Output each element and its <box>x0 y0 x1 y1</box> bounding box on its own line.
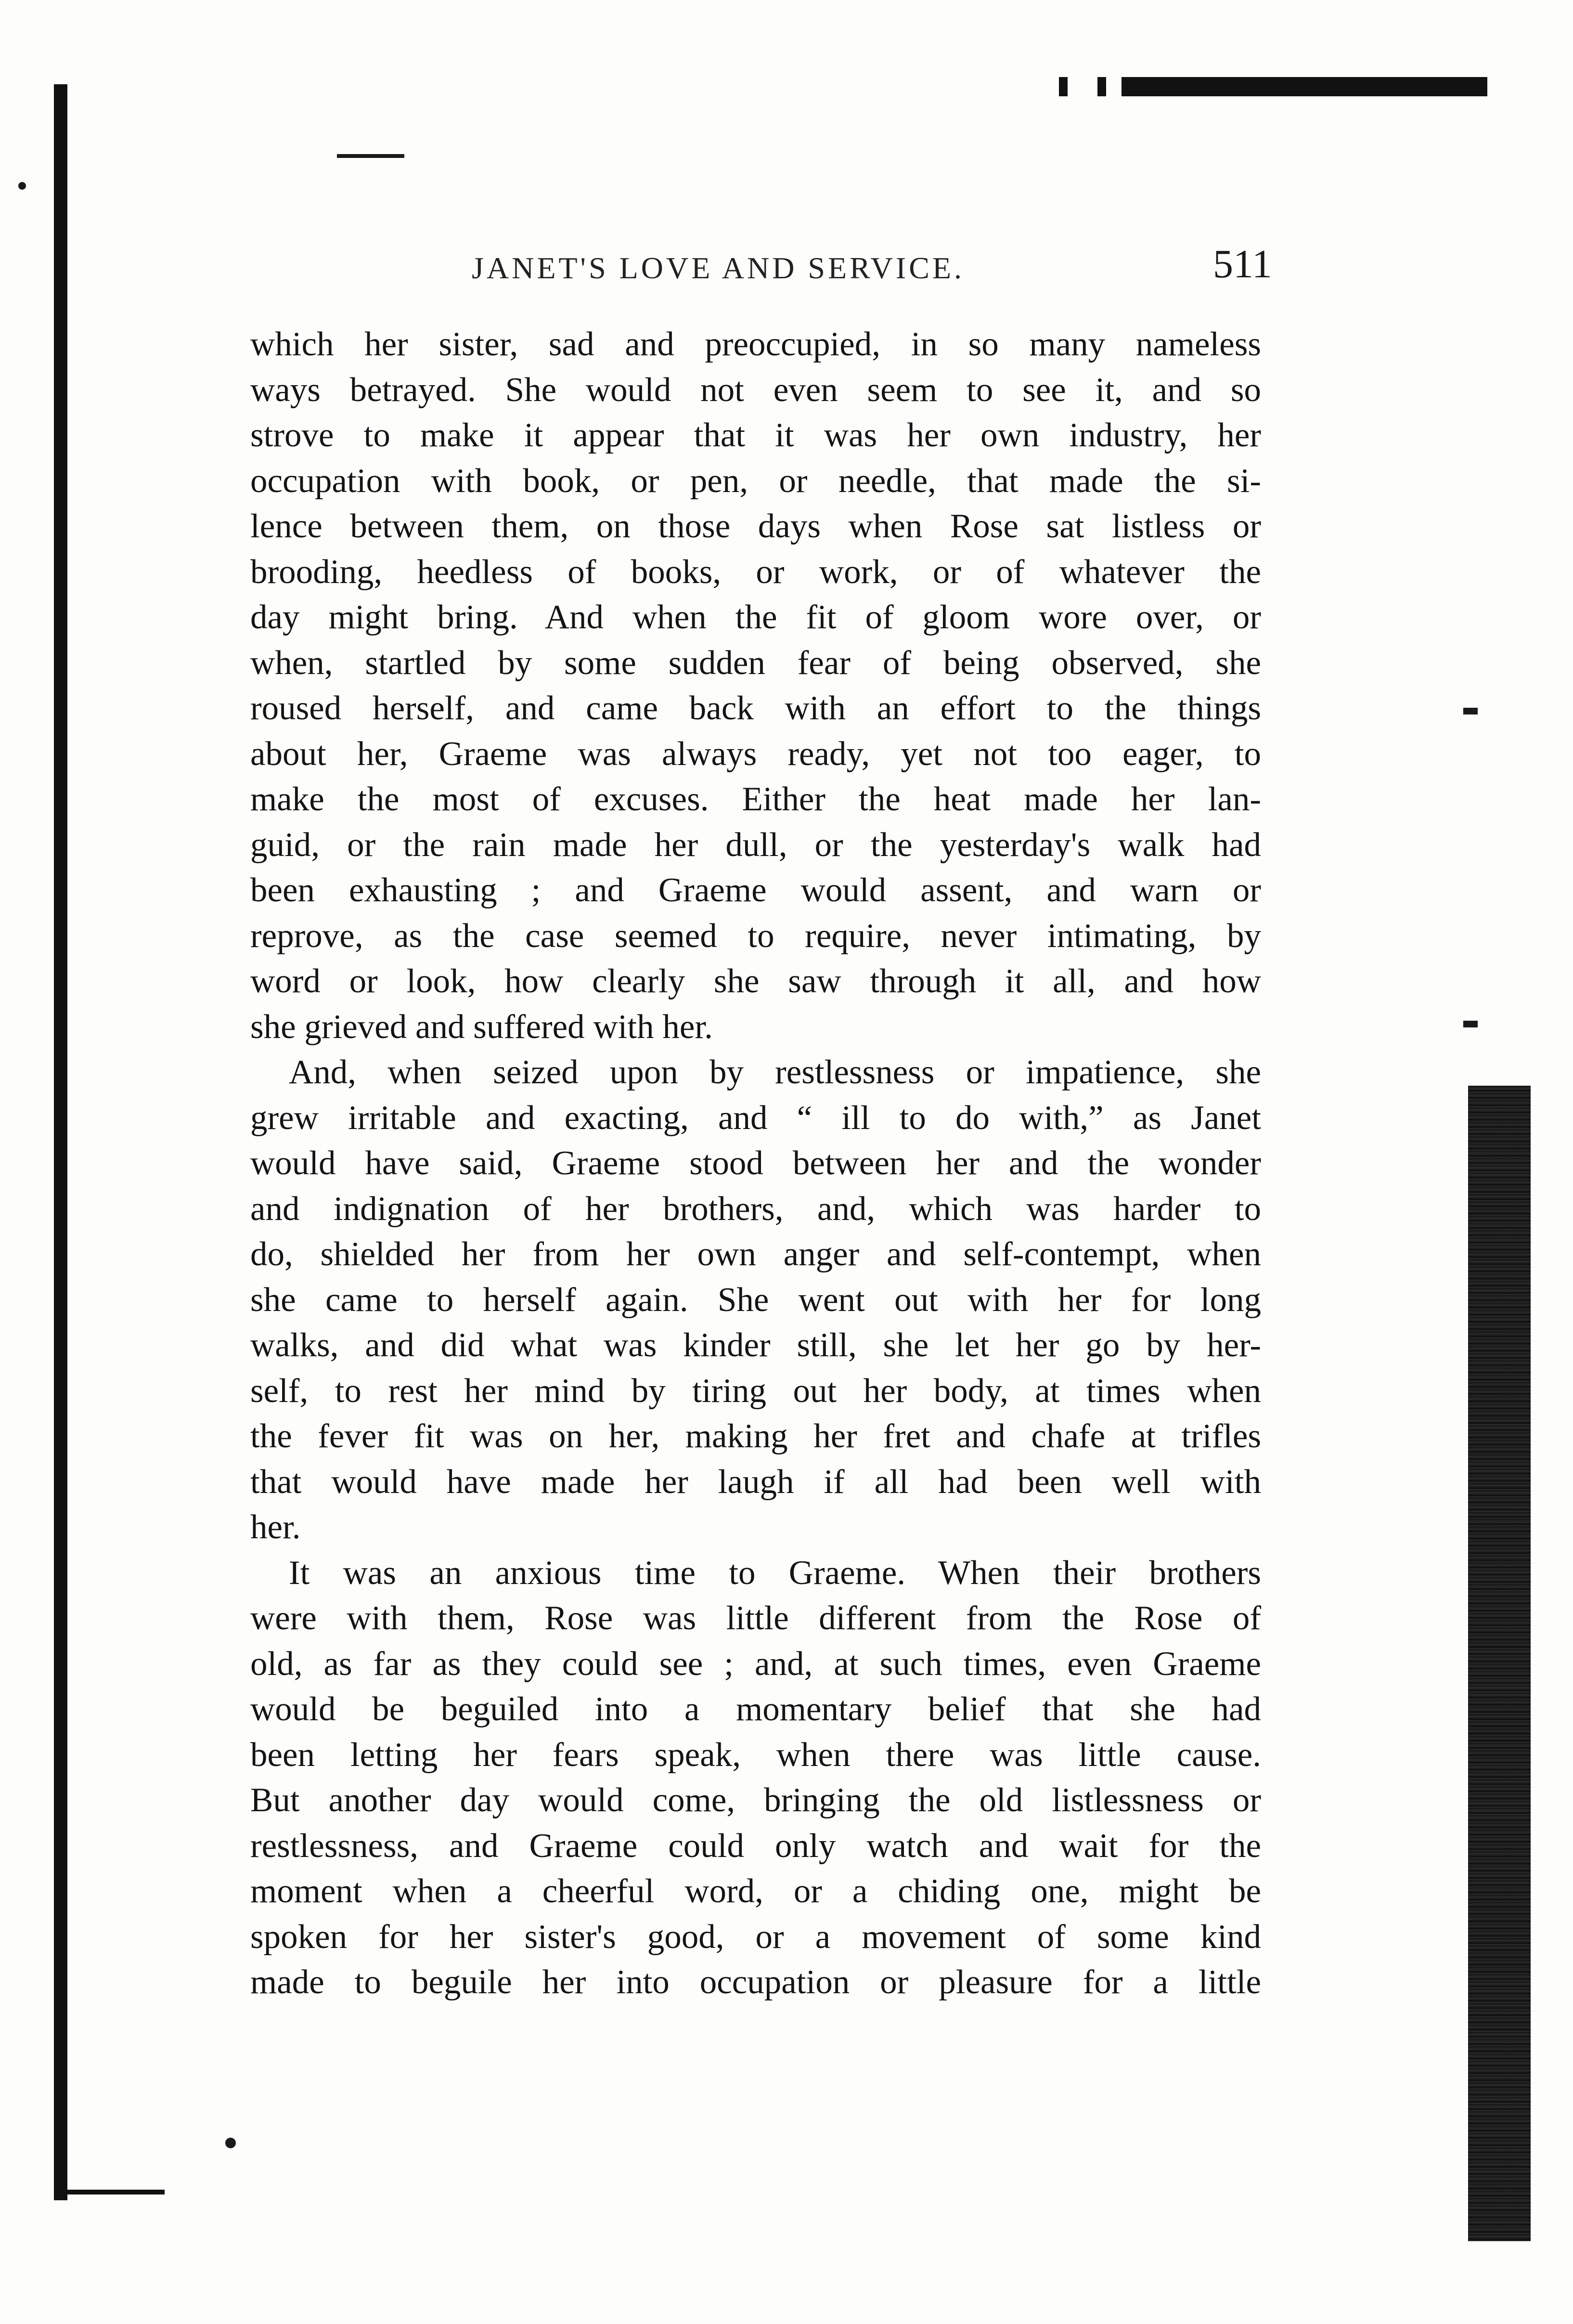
text-line: restlessness, and Graeme could only watch and wait for the <box>250 1827 1261 1865</box>
speck-mark <box>18 182 26 190</box>
text-line: been letting her fears speak, when there was little cause. <box>250 1736 1261 1774</box>
text-line: and indignation of her brothers, and, which was harder to <box>250 1190 1261 1228</box>
text-line: she grieved and suffered with her. <box>250 1008 713 1046</box>
speck-mark <box>225 2138 236 2148</box>
text-line: lence between them, on those days when Rose sat listless or <box>250 507 1261 545</box>
paragraph <box>250 322 1261 1050</box>
binding-foot-shadow <box>54 2190 165 2194</box>
text-line: walks, and did what was kinder still, she let her go by her- <box>250 1326 1261 1364</box>
text-line: that would have made her laugh if all had been well with <box>250 1463 1261 1501</box>
top-edge-mark <box>1097 77 1106 96</box>
text-line: would be beguiled into a momentary belief that she had <box>250 1690 1261 1728</box>
text-line: grew irritable and exacting, and “ ill to do with,” as Janet <box>250 1099 1261 1137</box>
text-line: occupation with book, or pen, or needle, that made the si- <box>250 462 1261 500</box>
text-line: been exhausting ; and Graeme would assent, and warn or <box>250 871 1261 909</box>
text-line: when, startled by some sudden fear of being observed, she <box>250 644 1261 682</box>
paragraph <box>250 1550 1261 2005</box>
text-line: her. <box>250 1508 301 1546</box>
facing-page-shadow <box>1468 1086 1531 2241</box>
text-line: about her, Graeme was always ready, yet not too eager, to <box>250 735 1261 773</box>
text-line: made to beguile her into occupation or pleasure for a little <box>250 1963 1261 2001</box>
top-edge-shadow <box>1122 77 1487 96</box>
text-line: which her sister, sad and preoccupied, in so many nameless <box>250 325 1261 363</box>
text-line: spoken for her sister's good, or a movement of some kind <box>250 1918 1261 1956</box>
top-edge-mark <box>1059 77 1068 96</box>
binding-edge-shadow <box>54 84 67 2200</box>
text-line: the fever fit was on her, making her fret and chafe at trifles <box>250 1417 1261 1455</box>
margin-mark <box>1463 1021 1478 1027</box>
text-line: brooding, heedless of books, or work, or of whatever the <box>250 553 1261 591</box>
text-line: guid, or the rain made her dull, or the yesterday's walk had <box>250 826 1261 864</box>
text-line: roused herself, and came back with an effort to the things <box>250 689 1261 727</box>
text-line: she came to herself again. She went out with her for long <box>250 1281 1261 1319</box>
text-line: And, when seized upon by restlessness or impatience, she <box>289 1053 1261 1091</box>
text-line: make the most of excuses. Either the heat made her lan- <box>250 780 1261 818</box>
text-line: strove to make it appear that it was her own industry, her <box>250 416 1261 454</box>
text-line: reprove, as the case seemed to require, never intimating, by <box>250 917 1261 955</box>
pen-stroke-mark <box>337 154 404 158</box>
text-line: word or look, how clearly she saw through it all, and how <box>250 962 1261 1000</box>
text-line: ways betrayed. She would not even seem to see it, and so <box>250 371 1261 409</box>
text-line: But another day would come, bringing the old listlessness or <box>250 1781 1261 1819</box>
text-line: moment when a cheerful word, or a chiding one, might be <box>250 1872 1261 1910</box>
text-line: self, to rest her mind by tiring out her body, at times when <box>250 1372 1261 1410</box>
text-line: It was an anxious time to Graeme. When their brothers <box>289 1554 1261 1592</box>
paragraph <box>250 1050 1261 1550</box>
page-number: 511 <box>1213 242 1272 286</box>
text-line: were with them, Rose was little different from the Rose of <box>250 1599 1261 1637</box>
running-head: JANET'S LOVE AND SERVICE. <box>472 251 965 285</box>
text-line: would have said, Graeme stood between her and the wonder <box>250 1144 1261 1182</box>
body-text <box>250 322 1261 2005</box>
margin-mark <box>1463 708 1478 714</box>
text-line: old, as far as they could see ; and, at such times, even Graeme <box>250 1645 1261 1683</box>
text-line: do, shielded her from her own anger and self-contempt, when <box>250 1235 1261 1273</box>
text-line: day might bring. And when the fit of gloom wore over, or <box>250 598 1261 636</box>
